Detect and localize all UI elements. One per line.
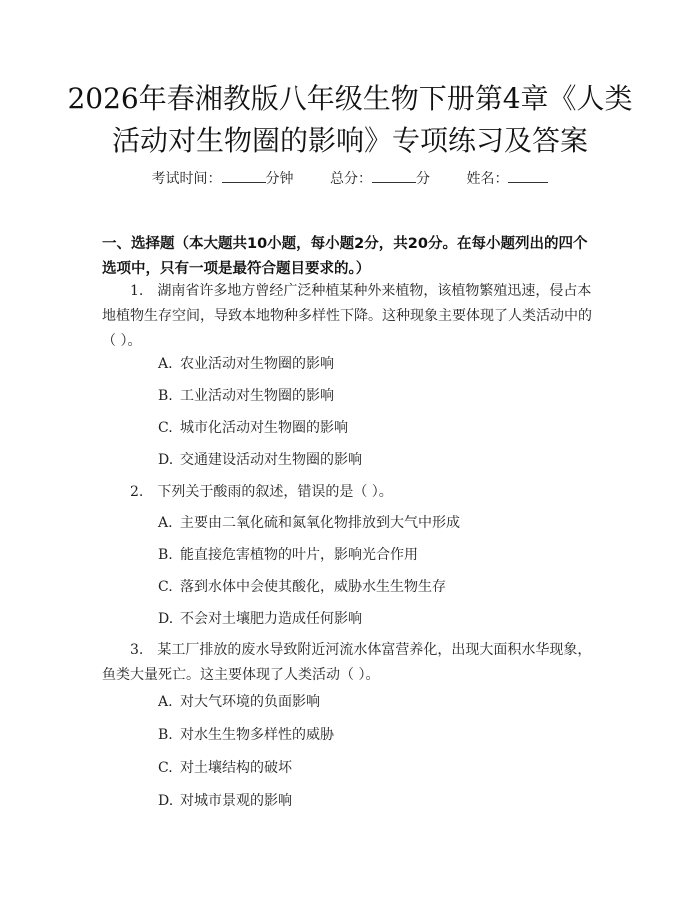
option-letter: A.: [158, 694, 173, 710]
option-text: 能直接危害植物的叶片，影响光合作用: [180, 547, 418, 563]
option-text: 对大气环境的负面影响: [180, 694, 320, 710]
question-1-option-b: [158, 386, 640, 406]
student-name-blank: [508, 168, 548, 183]
option-letter: C.: [158, 420, 173, 436]
option-text: 不会对土壤肥力造成任何影响: [180, 611, 362, 627]
question-3-option-a: [158, 692, 640, 712]
question-2-option-d: [158, 609, 640, 629]
exam-info-line: [0, 168, 700, 188]
total-score-unit: 分: [416, 171, 430, 187]
option-text: 交通建设活动对生物圈的影响: [180, 452, 362, 468]
option-letter: D.: [158, 452, 174, 468]
option-letter: D.: [158, 611, 174, 627]
option-letter: B.: [158, 727, 173, 743]
question-1-option-d: [158, 450, 640, 470]
question-2-option-b: [158, 545, 640, 565]
section-heading: 一、选择题（本大题共10小题，每小题2分，共20分。在每小题列出的四个选项中，只有一项是最符合题目要求的。）: [102, 236, 588, 277]
option-letter: C.: [158, 579, 173, 595]
option-text: 对水生生物多样性的威胁: [180, 727, 334, 743]
option-letter: A.: [158, 515, 173, 531]
question-2-option-c: [158, 577, 640, 597]
question-3-option-b: [158, 725, 640, 745]
question-3-option-c: [158, 758, 640, 778]
exam-time-unit: 分钟: [265, 171, 294, 187]
total-score-field: [330, 168, 430, 188]
option-text: 城市化活动对生物圈的影响: [180, 420, 348, 436]
student-name-field: [466, 168, 548, 188]
option-text: 工业活动对生物圈的影响: [180, 388, 334, 404]
option-text: 落到水体中会使其酸化，威胁水生生物生存: [180, 579, 446, 595]
option-text: 农业活动对生物圈的影响: [180, 356, 334, 372]
question-1-option-c: [158, 418, 640, 438]
option-letter: C.: [158, 760, 173, 776]
total-score-blank: [372, 168, 416, 183]
document-title: 2026年春湘教版八年级生物下册第4章《人类活动对生物圈的影响》专项练习及答案: [67, 82, 633, 157]
question-2-option-a: [158, 513, 640, 533]
exam-time-field: [152, 168, 294, 188]
option-text: 主要由二氧化硫和氮氧化物排放到大气中形成: [180, 515, 460, 531]
option-text: 对土壤结构的破坏: [180, 760, 292, 776]
question-3-option-d: [158, 791, 640, 811]
student-name-label: 姓名：: [466, 171, 509, 187]
total-score-label: 总分：: [330, 171, 372, 187]
exam-time-label: 考试时间：: [151, 171, 222, 187]
option-letter: A.: [158, 356, 173, 372]
question-3-stem: 3. 某工厂排放的废水导致附近河流水体富营养化，出现大面积水华现象，鱼类大量死亡。这主要体现了人类活动（ ）。: [102, 642, 592, 683]
option-letter: B.: [158, 547, 173, 563]
option-letter: D.: [158, 793, 174, 809]
question-1-option-a: [158, 354, 640, 374]
question-1-stem: 1. 湖南省许多地方曾经广泛种植某种外来植物，该植物繁殖迅速，侵占本地植物生存空间，导致本地物种多样性下降。这种现象主要体现了人类活动中的（ ）。: [102, 283, 592, 349]
question-2-stem: 2. 下列关于酸雨的叙述，错误的是（ ）。: [130, 484, 393, 500]
option-letter: B.: [158, 388, 173, 404]
option-text: 对城市景观的影响: [180, 793, 292, 809]
exam-time-blank: [222, 168, 266, 183]
